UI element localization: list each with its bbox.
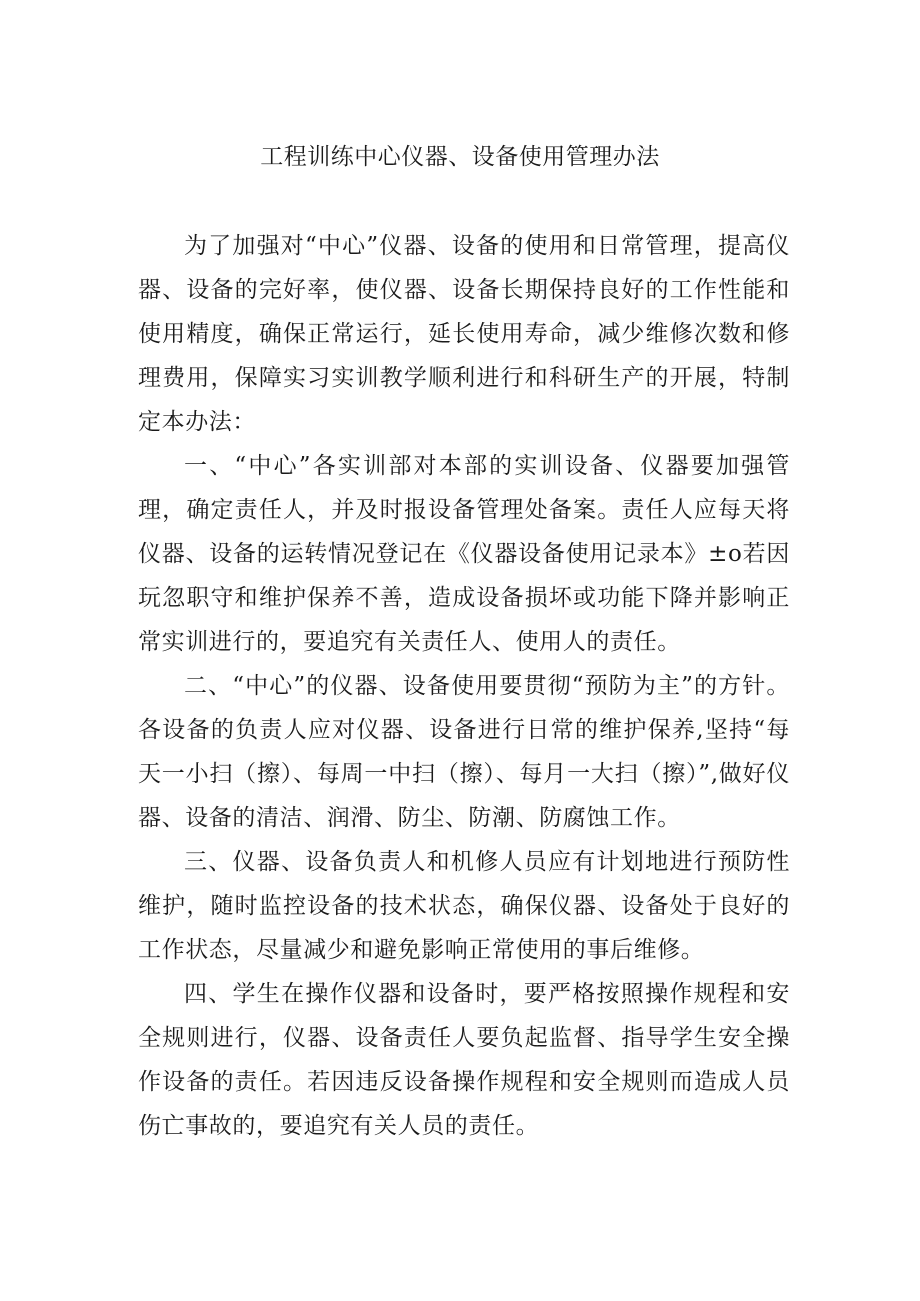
paragraph-article-2: 二、“中心”的仪器、设备使用要贯彻“预防为主”的方针。各设备的负责人应对仪器、设备进行日常的维护保养,坚持“每天一小扫（擦）、每周一中扫（擦）、每月一大扫（擦）”,做好仪器、设备的清洁、润滑、防尘、防潮、防腐蚀工作。 bbox=[138, 673, 790, 831]
paragraph-article-4: 四、学生在操作仪器和设备时，要严格按照操作规程和安全规则进行，仪器、设备责任人要负起监督、指导学生安全操作设备的责任。若因违反设备操作规程和安全规则而造成人员伤亡事故的，要追究有关人员的责任。 bbox=[138, 981, 790, 1139]
paragraph-article-1: 一、“中心”各实训部对本部的实训设备、仪器要加强管理，确定责任人，并及时报设备管理处备案。责任人应每天将仪器、设备的运转情况登记在《仪器设备使用记录本》±o若因玩忽职守和维护保养不善，造成设备损坏或功能下降并影响正常实训进行的，要追究有关责任人、使用人的责任。 bbox=[138, 453, 790, 655]
document-body bbox=[138, 224, 790, 1148]
paragraph-intro: 为了加强对“中心”仪器、设备的使用和日常管理，提高仪器、设备的完好率，使仪器、设备长期保持良好的工作性能和使用精度，确保正常运行，延长使用寿命，减少维修次数和修理费用，保障实习实训教学顺利进行和科研生产的开展，特制定本办法： bbox=[138, 233, 790, 435]
paragraph-article-3: 三、仪器、设备负责人和机修人员应有计划地进行预防性维护，随时监控设备的技术状态，确保仪器、设备处于良好的工作状态，尽量减少和避免影响正常使用的事后维修。 bbox=[138, 849, 790, 963]
document-title: 工程训练中心仪器、设备使用管理办法 bbox=[260, 144, 660, 170]
